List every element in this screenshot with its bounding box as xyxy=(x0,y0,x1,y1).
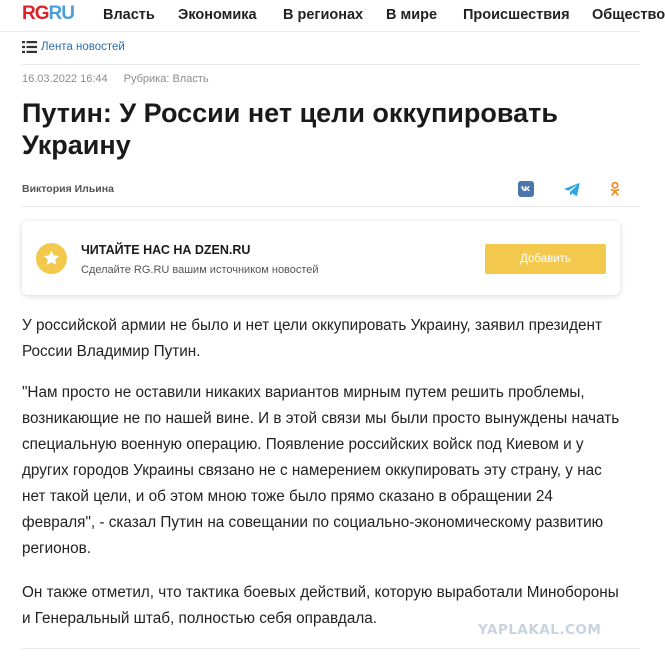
odnoklassniki-icon[interactable] xyxy=(607,181,623,197)
nav-divider xyxy=(0,31,640,32)
top-navigation xyxy=(0,0,665,31)
divider xyxy=(22,206,640,207)
nav-item-regions[interactable]: В регионах xyxy=(283,7,364,23)
article-author[interactable]: Виктория Ильина xyxy=(22,183,114,195)
watermark: YAPLAKAL.COM xyxy=(478,622,602,638)
site-logo[interactable]: RGRU xyxy=(22,3,74,24)
nav-item-world[interactable]: В мире xyxy=(386,7,438,23)
vk-icon[interactable] xyxy=(518,181,534,197)
article-meta xyxy=(22,73,209,85)
nav-item-vlast[interactable]: Власть xyxy=(103,7,155,23)
article-paragraph: "Нам просто не оставили никаких вариантов мирным путем решить проблемы, возникающие не по нашей вине. И в этой связи мы были просто вынуждены начать специальную военную операцию. Появление российских войск под Киевом и у других городов Украины связано не с намерением оккупировать эту страну, у нас нет такой цели, и об этом мною тоже было прямо сказано в обращении 24 февраля", - сказал Путин на совещании по социально-экономическому развитию регионов. xyxy=(22,384,620,557)
nav-item-society[interactable]: Общество xyxy=(592,7,665,23)
news-feed-link[interactable] xyxy=(22,38,125,56)
article-datetime: 16.03.2022 16:44 xyxy=(22,73,108,85)
dzen-card-title: ЧИТАЙТЕ НАС НА DZEN.RU xyxy=(81,243,251,257)
dzen-card-subtitle: Сделайте RG.RU вашим источником новостей xyxy=(81,264,319,276)
dzen-subscribe-card xyxy=(22,221,620,295)
add-source-button[interactable]: Добавить xyxy=(485,244,606,274)
nav-item-incidents[interactable]: Происшествия xyxy=(463,7,570,23)
divider xyxy=(22,648,640,649)
list-icon xyxy=(22,41,37,53)
divider xyxy=(22,64,640,65)
article-paragraph: У российской армии не было и нет цели оккупировать Украину, заявил президент России Владимир Путин. xyxy=(22,317,602,360)
article-title: Путин: У России нет цели оккупировать Украину xyxy=(22,98,558,160)
news-feed-label: Лента новостей xyxy=(41,41,125,53)
star-icon xyxy=(36,243,67,274)
telegram-icon[interactable] xyxy=(564,181,580,197)
article-rubric[interactable]: Рубрика: Власть xyxy=(123,73,209,85)
nav-item-economy[interactable]: Экономика xyxy=(178,7,257,23)
article-paragraph: Он также отметил, что тактика боевых действий, которую выработали Минобороны и Генеральный штаб, полностью себя оправдала. xyxy=(22,584,619,627)
